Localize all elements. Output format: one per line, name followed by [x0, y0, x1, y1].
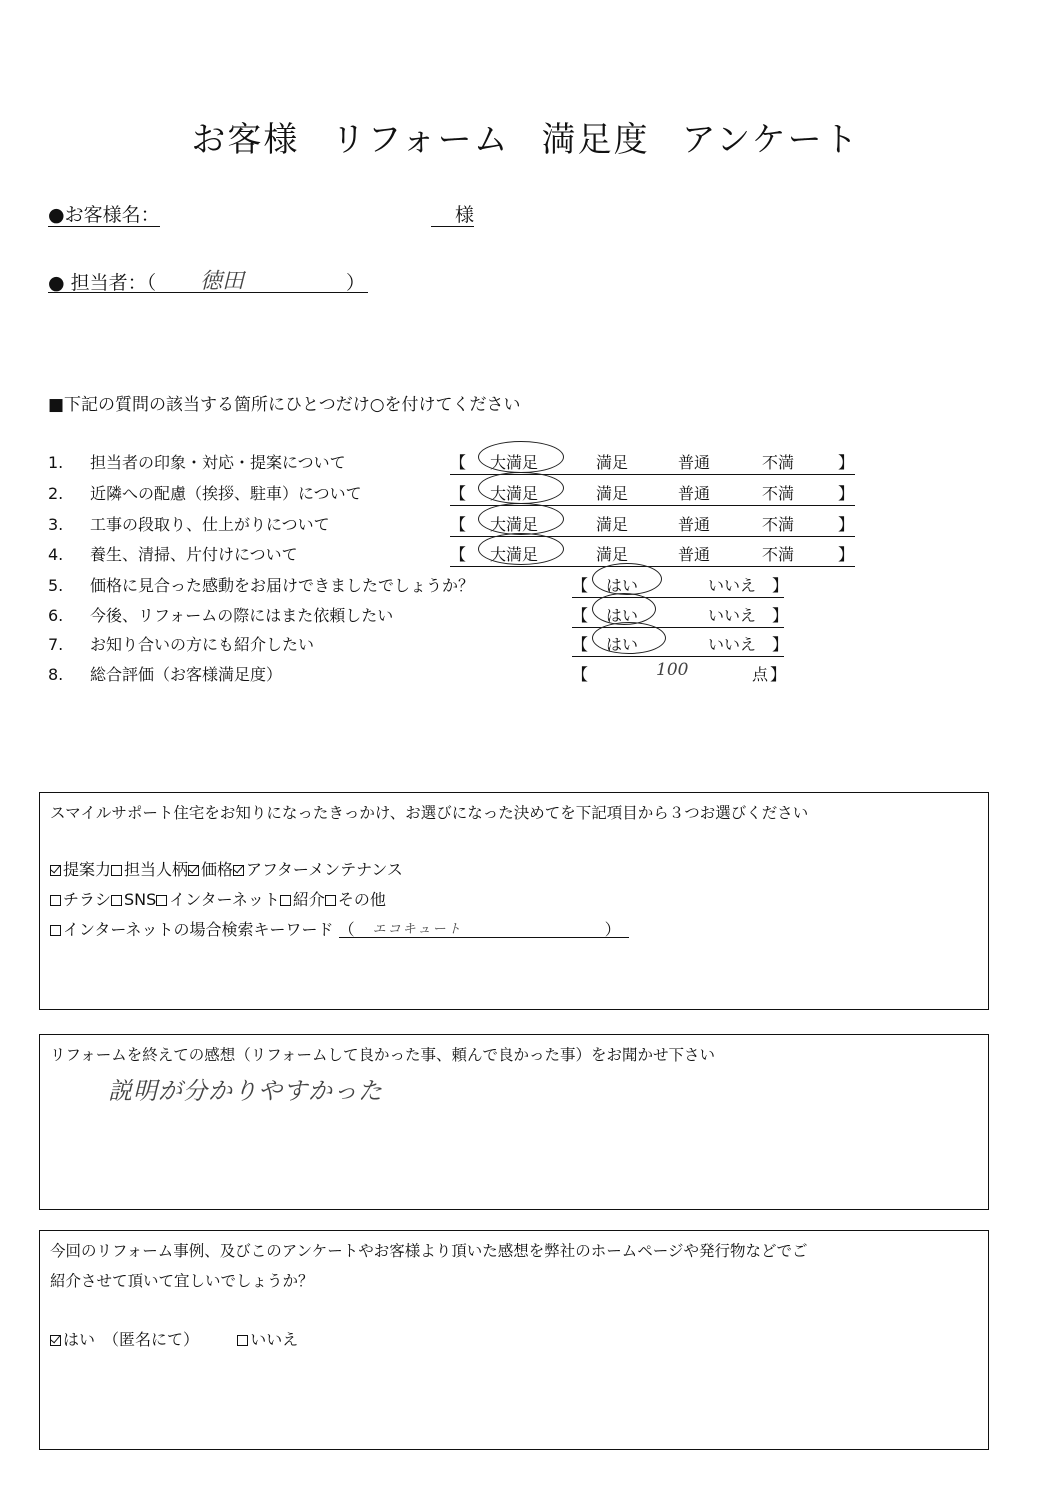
staff-name: 徳田: [200, 269, 245, 294]
bracket-close: 】: [838, 453, 855, 472]
question-2: [48, 481, 362, 504]
bracket-open: 【: [572, 576, 589, 595]
publish-box: [39, 1230, 989, 1450]
checkbox[interactable]: [156, 895, 167, 906]
title-part: 満足度: [541, 120, 650, 160]
question-text: 養生、清掃、片付けについて: [90, 545, 298, 564]
bracket-close: 】: [772, 606, 789, 625]
option-dissatisfied[interactable]: 不満: [762, 515, 795, 534]
bracket-open: 【: [450, 484, 467, 503]
checkbox[interactable]: [111, 865, 122, 876]
question-1: [48, 450, 346, 473]
option-label: 担当人柄: [124, 860, 189, 879]
page-title: [0, 112, 1051, 161]
keyword-open: （: [338, 920, 355, 939]
publish-question-line2: 紹介させて頂いて宜しいでしょうか？: [50, 1272, 314, 1290]
question-number: 5.: [48, 576, 64, 595]
option-label: インターネット: [169, 890, 280, 909]
checkbox[interactable]: [233, 865, 244, 876]
answer-circle: [478, 441, 564, 473]
question-number: 3.: [48, 515, 64, 534]
score-unit: 点: [752, 665, 769, 684]
option-label: 紹介: [292, 890, 325, 909]
option-normal[interactable]: 普通: [678, 515, 711, 534]
question-text: 担当者の印象・対応・提案について: [90, 453, 346, 472]
bracket-open: 【: [450, 545, 467, 564]
option-no[interactable]: いいえ: [708, 576, 757, 595]
question-number: 1.: [48, 453, 64, 472]
score-field: [572, 660, 787, 685]
bracket-close: 】: [838, 515, 855, 534]
option-label: チラシ: [63, 890, 112, 909]
source-heading: スマイルサポート住宅をお知りになったきっかけ、お選びになった決めてを下記項目から３つお選びください: [50, 804, 809, 822]
option-normal[interactable]: 普通: [678, 453, 711, 472]
staff-label: ● 担当者：（: [48, 272, 157, 294]
option-dissatisfied[interactable]: 不満: [762, 545, 795, 564]
answer-circle: [592, 622, 666, 654]
impression-box: [39, 1034, 989, 1210]
bracket-open: 【: [572, 635, 589, 654]
option-normal[interactable]: 普通: [678, 484, 711, 503]
option-yes[interactable]: はい: [606, 635, 639, 654]
answer-circle: [478, 503, 564, 535]
staff-field: [48, 268, 368, 293]
option-very-satisfied[interactable]: 大満足: [490, 515, 539, 534]
source-box: [39, 792, 989, 1010]
checkbox[interactable]: [50, 865, 61, 876]
question-7: [48, 632, 314, 655]
checkbox[interactable]: [111, 895, 122, 906]
question-text: 近隣への配慮（挨拶、駐車）について: [90, 484, 362, 503]
customer-name-label: ●お客様名：: [48, 204, 160, 226]
checkbox[interactable]: [50, 895, 61, 906]
score-value[interactable]: 100: [656, 660, 689, 680]
option-satisfied[interactable]: 満足: [596, 545, 629, 564]
yes-checkbox[interactable]: [50, 1335, 61, 1346]
option-satisfied[interactable]: 満足: [596, 484, 629, 503]
title-part: リフォーム: [331, 120, 510, 160]
impression-heading: リフォームを終えての感想（リフォームして良かった事、頼んで良かった事）をお聞かせ下さい: [50, 1046, 715, 1064]
instruction-text: ■下記の質問の該当する箇所にひとつだけ○を付けてください: [48, 395, 521, 415]
publish-question-line1: 今回のリフォーム事例、及びこのアンケートやお客様より頂いた感想を弊社のホームページや発行物などでご: [50, 1242, 808, 1260]
question-number: 4.: [48, 545, 64, 564]
question-4: [48, 542, 298, 565]
source-row-1: [50, 857, 403, 880]
question-number: 7.: [48, 635, 64, 654]
bracket-close: 】: [772, 635, 789, 654]
option-label: その他: [337, 890, 386, 909]
question-text: 工事の段取り、仕上がりについて: [90, 515, 330, 534]
option-satisfied[interactable]: 満足: [596, 453, 629, 472]
option-no[interactable]: いいえ: [708, 606, 757, 625]
question-text: 今後、リフォームの際にはまた依頼したい: [90, 606, 394, 625]
bracket-open: 【: [572, 665, 589, 684]
bracket-close: 】: [770, 665, 787, 684]
option-dissatisfied[interactable]: 不満: [762, 484, 795, 503]
keyword-field[interactable]: [339, 917, 629, 938]
bracket-close: 】: [772, 576, 789, 595]
checkbox[interactable]: [280, 895, 291, 906]
option-yes[interactable]: はい: [606, 576, 639, 595]
bracket-open: 【: [450, 453, 467, 472]
answer-circle: [478, 533, 564, 565]
impression-answer[interactable]: 説明が分かりやすかった: [108, 1077, 383, 1105]
option-very-satisfied[interactable]: 大満足: [490, 484, 539, 503]
option-label: 提案力: [63, 860, 112, 879]
question-8: [48, 662, 282, 685]
checkbox[interactable]: [50, 925, 61, 936]
option-label: アフターメンテナンス: [246, 860, 403, 879]
keyword-label: インターネットの場合検索キーワード: [63, 920, 334, 939]
question-number: 8.: [48, 665, 64, 684]
honorific-text: 様: [431, 204, 474, 227]
checkbox[interactable]: [325, 895, 336, 906]
customer-honorific: [424, 200, 474, 227]
title-part: お客様: [191, 120, 300, 160]
bracket-close: 】: [838, 484, 855, 503]
option-label: SNS: [124, 890, 157, 909]
publish-answer-row: [50, 1327, 298, 1350]
option-normal[interactable]: 普通: [678, 545, 711, 564]
bracket-close: 】: [838, 545, 855, 564]
answer-circle: [592, 563, 662, 595]
option-yes[interactable]: はい: [606, 606, 639, 625]
answer-circle: [478, 472, 564, 504]
option-dissatisfied[interactable]: 不満: [762, 453, 795, 472]
keyword-row: [50, 917, 680, 940]
question-number: 2.: [48, 484, 64, 503]
option-satisfied[interactable]: 満足: [596, 515, 629, 534]
keyword-close: ）: [604, 920, 621, 939]
checkbox[interactable]: [188, 865, 199, 876]
question-3: [48, 512, 330, 535]
title-part: アンケート: [681, 120, 860, 160]
source-row-2: [50, 887, 386, 910]
bracket-open: 【: [450, 515, 467, 534]
bracket-open: 【: [572, 606, 589, 625]
option-very-satisfied[interactable]: 大満足: [490, 453, 539, 472]
question-6: [48, 603, 393, 626]
question-text: 価格に見合った感動をお届けできましたでしょうか？: [90, 576, 475, 595]
answer-circle: [592, 593, 656, 625]
option-no[interactable]: いいえ: [708, 635, 757, 654]
question-text: お知り合いの方にも紹介したい: [90, 635, 315, 654]
staff-close: ）: [346, 272, 366, 294]
option-label: 価格: [201, 860, 234, 879]
question-number: 6.: [48, 606, 64, 625]
question-text: 総合評価（お客様満足度）: [90, 665, 283, 684]
no-checkbox[interactable]: [237, 1335, 248, 1346]
option-very-satisfied[interactable]: 大満足: [490, 545, 539, 564]
keyword-value: エコキュート: [372, 922, 463, 937]
yes-label: はい （匿名にて）: [63, 1330, 200, 1349]
question-5: [48, 573, 474, 596]
customer-name-field: [48, 200, 160, 227]
no-label: いいえ: [250, 1330, 299, 1349]
